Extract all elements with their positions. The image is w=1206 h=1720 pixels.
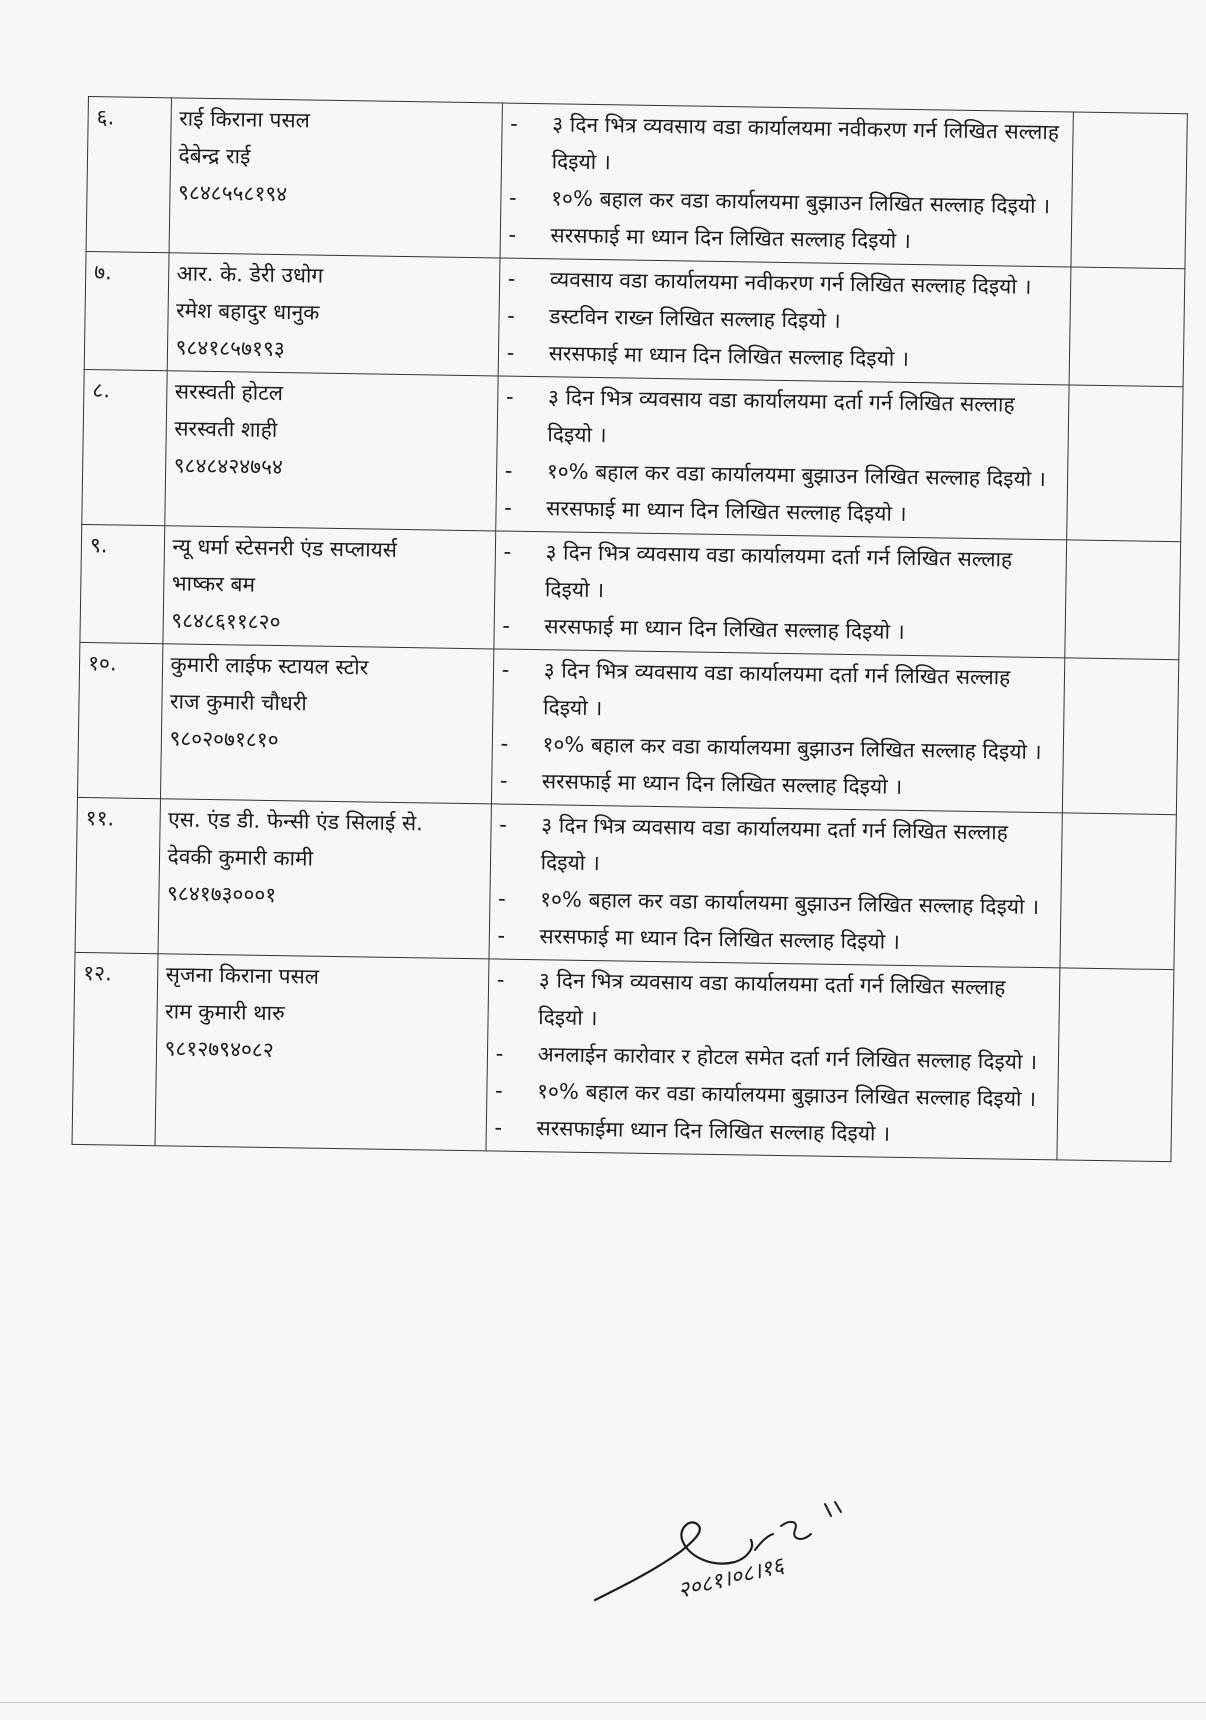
business-name: कुमारी लाईफ स्टायल स्टोर [170,652,369,680]
owner-name: राम कुमारी थारु [164,999,285,1026]
phone-number: ९८४८६११८२० [171,608,281,635]
page-edge [0,1702,1206,1703]
business-details [167,253,500,376]
advice-text: व्यवसाय वडा कार्यालयमा नवीकरण गर्न लिखित सल्लाह दिइयो । [549,267,1032,299]
signature-date: २०८१।०८।१६ [675,1553,787,1604]
owner-name: रमेश बहादुर धानुक [175,298,320,325]
bullet-dash: - [506,340,515,365]
advice-text: ३ दिन भित्र व्यवसाय वडा कार्यालयमा दर्ता गर्न लिखित सल्लाह दिइयो । [544,540,1013,603]
advice-cell [486,959,1060,1160]
remarks-cell [1067,385,1183,542]
business-name: राई किराना पसल [178,106,311,133]
business-name: आर. के. डेरी उधोग [176,261,324,288]
remarks-cell [1071,112,1187,269]
owner-name: देबेन्द्र राई [178,143,251,169]
list-item [494,1110,1049,1156]
list-item [502,608,1057,654]
bullet-dash: - [497,923,506,948]
owner-name: देवकी कुमारी कामी [167,844,314,871]
table-body [72,97,1187,1162]
bullet-dash: - [504,495,513,520]
bullet-dash: - [507,266,516,291]
business-details [169,98,503,258]
advice-text: सरसफाई मा ध्यान दिन लिखित सल्लाह दिइयो । [541,769,903,799]
advice-text: डस्टविन राख्न लिखित सल्लाह दिइयो । [549,304,841,333]
bullet-dash: - [507,303,516,328]
phone-number: ९८४१७३०००१ [166,881,277,908]
list-item [497,918,1052,964]
advice-text: १०% बहाल कर वडा कार्यालयमा बुझाउन लिखित सल्लाह दिइयो । [550,186,1051,219]
advice-cell [489,804,1063,968]
advice-cell [495,376,1069,540]
list-item [506,335,1061,381]
business-name: एस. एंड डी. फेन्सी एंड सिलाई से. [167,807,423,836]
bullet-dash: - [510,111,519,136]
advice-text: ३ दिन भित्र व्यवसाय वडा कार्यालयमा दर्ता गर्न लिखित सल्लाह दिइयो । [547,385,1015,448]
advice-text: १०% बहाल कर वडा कार्यालयमा बुझाउन लिखित सल्लाह दिइयो । [546,459,1047,492]
advice-cell [500,103,1074,267]
bullet-dash: - [508,222,517,247]
business-details [155,954,489,1151]
owner-name: सरस्वती शाही [174,416,278,443]
owner-name: भाष्कर बम [171,571,256,597]
list-item [500,763,1055,809]
table-row [72,952,1174,1161]
inspection-table [72,96,1188,1162]
remarks-cell [1069,267,1185,387]
advice-text: सरसफाई मा ध्यान दिन लिखित सल्लाह दिइयो । [550,223,911,253]
advice-text: सरसफाईमा ध्यान दिन लिखित सल्लाह दिइयो । [536,1116,891,1146]
bullet-dash: - [501,657,510,682]
advice-cell [491,649,1065,813]
advice-text: सरसफाई मा ध्यान दिन लिखित सल्लाह दिइयो । [546,496,907,526]
advice-text: १०% बहाल कर वडा कार्यालयमा बुझाउन लिखित सल्लाह दिइयो । [536,1079,1037,1112]
bullet-dash: - [499,768,508,793]
serial-number: ६. [86,97,171,253]
table-row [77,642,1178,814]
bullet-dash: - [494,1115,503,1140]
table-row [75,797,1176,969]
remarks-cell [1062,658,1178,815]
advice-list [508,106,1065,263]
serial-number: १०. [77,642,162,798]
table-row [80,524,1181,659]
bullet-dash: - [497,886,506,911]
serial-number: १२. [72,952,158,1145]
business-name: सृजना किराना पसल [165,962,320,989]
advice-text: सरसफाई मा ध्यान दिन लिखित सल्लाह दिइयो । [539,924,900,954]
list-item [505,379,1061,462]
serial-number: ७. [84,251,168,370]
bullet-dash: - [505,384,514,409]
bullet-dash: - [499,812,508,837]
advice-text: ३ दिन भित्र व्यवसाय वडा कार्यालयमा दर्ता गर्न लिखित सल्लाह दिइयो । [542,658,1011,721]
advice-list [506,261,1062,381]
phone-number: ९८४८५५८१९४ [177,180,288,207]
advice-text: ३ दिन भित्र व्यवसाय वडा कार्यालयमा नवीकरण गर्न लिखित सल्लाह दिइयो । [551,112,1060,175]
handwritten-signature [585,1490,915,1620]
advice-cell [494,531,1067,658]
advice-list [494,962,1051,1156]
list-item [496,962,1052,1045]
list-item [509,106,1065,189]
owner-name: राज कुमारी चौधरी [169,689,308,716]
business-details [162,526,495,649]
bullet-dash: - [494,1078,503,1103]
advice-list [504,379,1061,536]
table-row [82,369,1183,541]
advice-text: सरसफाई मा ध्यान दिन लिखित सल्लाह दिइयो । [548,341,910,371]
advice-list [497,807,1054,964]
list-item [508,217,1063,263]
list-item [501,652,1057,735]
business-details [164,371,498,531]
business-details [158,799,492,959]
advice-text: ३ दिन भित्र व्यवसाय वडा कार्यालयमा दर्ता गर्न लिखित सल्लाह दिइयो । [538,968,1006,1031]
table-row [86,97,1187,269]
phone-number: ९८१२७९४०८२ [164,1036,274,1063]
remarks-cell [1065,540,1181,660]
list-item [503,534,1059,617]
bullet-dash: - [500,731,509,756]
bullet-dash: - [495,1041,504,1066]
remarks-cell [1057,968,1174,1162]
serial-number: ९. [80,524,164,643]
advice-list [500,652,1057,809]
bullet-dash: - [502,613,511,638]
list-item [504,490,1059,536]
table-row [84,251,1185,386]
bullet-dash: - [508,185,517,210]
advice-cell [498,258,1071,385]
bullet-dash: - [496,967,505,992]
advice-text: अनलाईन कारोवार र होटल समेत दर्ता गर्न लिखित सल्लाह दिइयो । [537,1042,1038,1075]
serial-number: ८. [82,369,167,525]
business-details [160,644,494,804]
business-name: न्यू धर्मा स्टेसनरी एंड सप्लायर्स [172,534,398,562]
advice-text: १०% बहाल कर वडा कार्यालयमा बुझाउन लिखित सल्लाह दिइयो । [542,732,1042,765]
bullet-dash: - [504,458,513,483]
bullet-dash: - [503,539,512,564]
advice-list [502,534,1058,654]
phone-number: ९८०२०७१८१० [169,726,279,753]
list-item [498,807,1054,890]
business-name: सरस्वती होटल [174,379,284,406]
phone-number: ९८४८४२४७५४ [173,453,284,480]
advice-text: ३ दिन भित्र व्यवसाय वडा कार्यालयमा दर्ता गर्न लिखित सल्लाह दिइयो । [540,813,1009,876]
serial-number: ११. [75,797,160,953]
advice-text: १०% बहाल कर वडा कार्यालयमा बुझाउन लिखित सल्लाह दिइयो । [539,887,1040,920]
phone-number: ९८४१८५७१९३ [175,335,285,362]
remarks-cell [1060,813,1176,970]
advice-text: सरसफाई मा ध्यान दिन लिखित सल्लाह दिइयो । [544,614,905,644]
